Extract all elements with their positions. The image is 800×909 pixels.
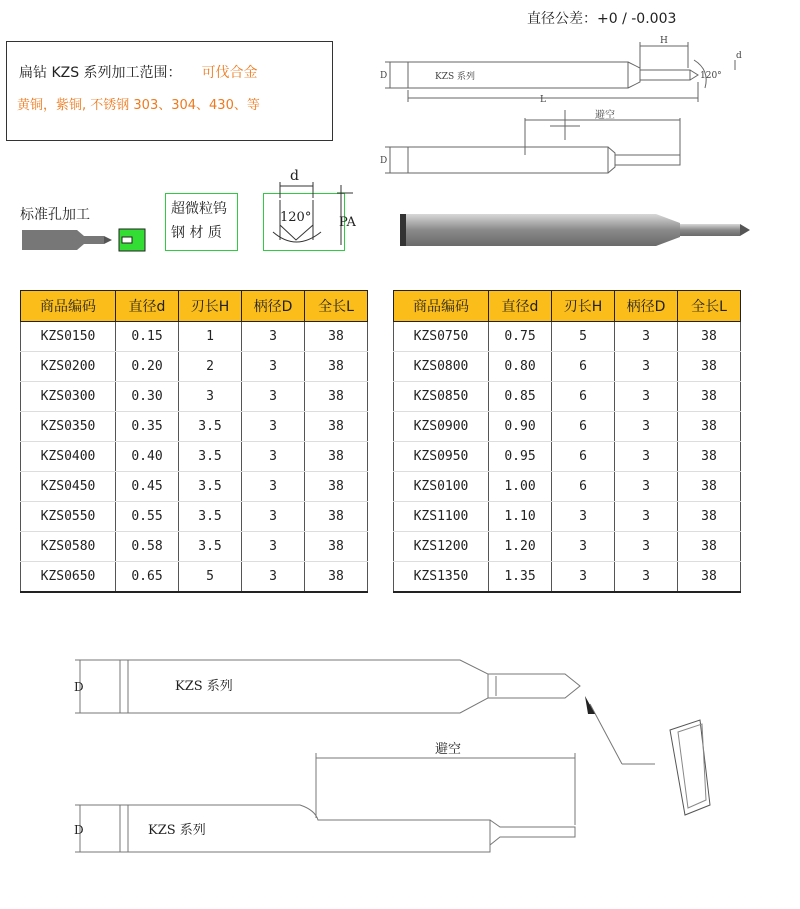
cell-total-length: 38 [305,382,368,412]
material-line1: 超微粒钨 [171,201,227,217]
col-header-diameter: 直径d [489,291,552,322]
drill-dimension-drawing [370,30,800,210]
table-row [394,442,741,472]
cell-diameter: 0.95 [489,442,552,472]
cell-blade-length: 6 [552,382,615,412]
info-title-main: 扁钻 KZS 系列加工范围： [19,65,182,81]
tip-d-label: d [290,168,299,184]
table-row [394,502,741,532]
table-row [21,562,368,593]
cell-blade-length: 5 [179,562,242,593]
cell-shank-diameter: 3 [242,472,305,502]
cell-diameter: 0.15 [116,322,179,352]
bottom-series-label-1: KZS 系列 [175,679,233,694]
material-line2: 钢 材 质 [171,225,222,241]
info-title-accent: 可伐合金 [201,65,258,81]
table-row [21,412,368,442]
col-header-diameter: 直径d [116,291,179,322]
col-header-total-length: 全长L [305,291,368,322]
cell-shank-diameter: 3 [615,562,678,593]
cell-blade-length: 6 [552,472,615,502]
cell-shank-diameter: 3 [615,412,678,442]
cell-code: KZS0200 [21,352,116,382]
cell-code: KZS0950 [394,442,489,472]
cell-diameter: 0.45 [116,472,179,502]
cell-code: KZS0100 [394,472,489,502]
table-header-row [394,291,741,322]
table-row [394,352,741,382]
cell-total-length: 38 [678,502,741,532]
cell-blade-length: 3.5 [179,442,242,472]
cell-total-length: 38 [678,352,741,382]
D-label-2: D [380,156,388,166]
cell-code: KZS0150 [21,322,116,352]
cell-diameter: 0.20 [116,352,179,382]
cell-blade-length: 1 [179,322,242,352]
bottom-D-label-1: D [74,680,84,694]
cell-blade-length: 6 [552,442,615,472]
hole-machining-icon [22,225,147,255]
table-row [21,472,368,502]
pa-label: PA [339,215,356,230]
bottom-tool-drawing [60,640,800,909]
table-row [394,472,741,502]
cell-shank-diameter: 3 [242,502,305,532]
cell-diameter: 0.65 [116,562,179,593]
table-row [21,442,368,472]
cell-total-length: 38 [678,412,741,442]
series-label: KZS 系列 [435,72,476,82]
table-row [394,562,741,593]
cell-shank-diameter: 3 [615,532,678,562]
standard-hole-label: 标准孔加工 [20,207,90,223]
H-label: H [660,36,668,46]
bottom-series-label-2: KZS 系列 [148,823,206,838]
cell-blade-length: 3 [552,532,615,562]
cell-total-length: 38 [678,442,741,472]
cell-diameter: 0.35 [116,412,179,442]
cell-shank-diameter: 3 [615,472,678,502]
cell-total-length: 38 [678,322,741,352]
cell-shank-diameter: 3 [615,352,678,382]
bottom-D-label-2: D [74,823,84,837]
cell-code: KZS0450 [21,472,116,502]
D-label: D [380,71,388,81]
cell-diameter: 0.40 [116,442,179,472]
cell-code: KZS0580 [21,532,116,562]
cell-code: KZS0900 [394,412,489,442]
cell-total-length: 38 [305,472,368,502]
tip-angle-diagram [263,160,363,255]
spec-table-left [20,290,368,593]
cell-code: KZS1350 [394,562,489,593]
col-header-code: 商品编码 [21,291,116,322]
cell-blade-length: 3.5 [179,412,242,442]
col-header-blade-length: 刃长H [179,291,242,322]
info-materials: 黄铜，紫铜, 不锈钢 303、304、430、等 [17,98,260,113]
cell-shank-diameter: 3 [615,502,678,532]
cell-code: KZS1100 [394,502,489,532]
table-row [21,322,368,352]
col-header-blade-length: 刃长H [552,291,615,322]
cell-blade-length: 3.5 [179,502,242,532]
table-row [394,322,741,352]
cell-diameter: 1.35 [489,562,552,593]
cell-blade-length: 3.5 [179,472,242,502]
cell-shank-diameter: 3 [615,382,678,412]
cell-code: KZS1200 [394,532,489,562]
cell-diameter: 0.58 [116,532,179,562]
info-box [6,41,333,141]
cell-shank-diameter: 3 [242,532,305,562]
cell-diameter: 0.80 [489,352,552,382]
cell-total-length: 38 [678,472,741,502]
cell-code: KZS0650 [21,562,116,593]
cell-code: KZS0350 [21,412,116,442]
cell-shank-diameter: 3 [242,562,305,593]
table-row [394,532,741,562]
cell-shank-diameter: 3 [242,412,305,442]
cell-total-length: 38 [678,382,741,412]
cell-blade-length: 3.5 [179,532,242,562]
cell-code: KZS0800 [394,352,489,382]
cell-code: KZS0300 [21,382,116,412]
table-row [21,502,368,532]
cell-shank-diameter: 3 [242,322,305,352]
relief-label-small: 避空 [595,110,615,121]
cell-total-length: 38 [305,412,368,442]
table-row [21,352,368,382]
drill-photo [400,208,760,253]
table-row [21,382,368,412]
cell-shank-diameter: 3 [242,382,305,412]
cell-code: KZS0750 [394,322,489,352]
col-header-total-length: 全长L [678,291,741,322]
shank-outline-2 [408,147,608,173]
table-row [394,412,741,442]
cell-diameter: 0.30 [116,382,179,412]
cell-diameter: 0.90 [489,412,552,442]
cell-blade-length: 3 [552,502,615,532]
cell-blade-length: 3 [179,382,242,412]
info-title [19,62,258,82]
cell-blade-length: 3 [552,562,615,593]
cell-total-length: 38 [678,562,741,593]
angle-label: 120° [700,71,722,81]
cell-blade-length: 6 [552,352,615,382]
cell-diameter: 1.10 [489,502,552,532]
table-header-row [21,291,368,322]
cell-diameter: 0.55 [116,502,179,532]
cell-blade-length: 6 [552,412,615,442]
cell-shank-diameter: 3 [615,442,678,472]
cell-shank-diameter: 3 [242,352,305,382]
cell-diameter: 1.00 [489,472,552,502]
table-row [394,382,741,412]
cell-total-length: 38 [305,442,368,472]
cell-shank-diameter: 3 [242,442,305,472]
cell-code: KZS0850 [394,382,489,412]
cell-total-length: 38 [678,532,741,562]
cell-blade-length: 5 [552,322,615,352]
tip-angle-label: 120° [280,210,312,225]
cell-total-length: 38 [305,352,368,382]
col-header-shank-diameter: 柄径D [615,291,678,322]
table-row [21,532,368,562]
cell-total-length: 38 [305,322,368,352]
bottom-relief-label: 避空 [435,742,462,757]
col-header-shank-diameter: 柄径D [242,291,305,322]
spec-table-right [393,290,741,593]
col-header-code: 商品编码 [394,291,489,322]
cell-total-length: 38 [305,532,368,562]
cell-code: KZS0550 [21,502,116,532]
cell-shank-diameter: 3 [615,322,678,352]
cell-code: KZS0400 [21,442,116,472]
cell-total-length: 38 [305,562,368,593]
cell-blade-length: 2 [179,352,242,382]
cell-total-length: 38 [305,502,368,532]
cell-diameter: 0.85 [489,382,552,412]
material-box [165,193,238,251]
L-label: L [540,95,546,105]
cell-diameter: 1.20 [489,532,552,562]
diameter-tolerance: 直径公差：+0 / -0.003 [527,11,677,27]
cell-diameter: 0.75 [489,322,552,352]
d-label: d [736,51,742,61]
